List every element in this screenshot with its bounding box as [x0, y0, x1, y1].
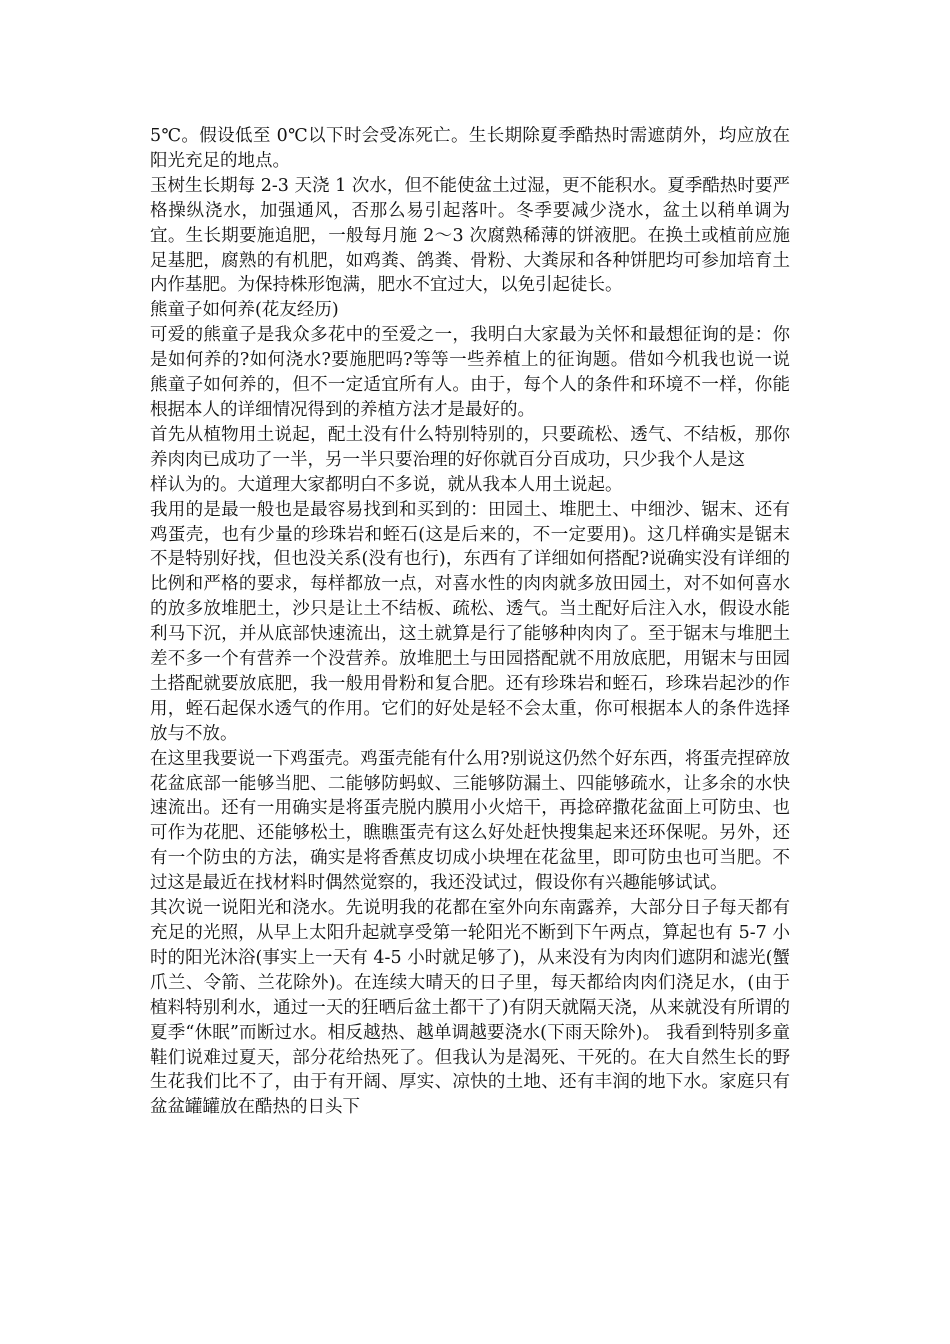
paragraph-soil-mix: 我用的是最一般也是最容易找到和买到的：田园土、堆肥土、中细沙、锯末、还有鸡蛋壳，也有少量的珍珠岩和蛭石(这是后来的，不一定要用)。这几样确实是锯末不是特别好找，但也没关系(没有也行)，东西有了详细如何搭配?说确实没有详细的比例和严格的要求，每样都放一点，对喜水性的肉肉就多放田园土，对不如何喜水的放多放堆肥土，沙只是让土不结板、疏松、透气。当土配好后注入水，假设水能利马下沉，并从底部快速流出，这土就算是行了能够种肉肉了。至于锯末与堆肥土差不多一个有营养一个没营养。放堆肥土与田园搭配就不用放底肥，用锯末与田园土搭配就要放底肥，我一般用骨粉和复合肥。还有珍珠岩和蛭石，珍珠岩起沙的作用，蛭石起保水透气的作用。它们的好处是轻不会太重，你可根据本人的条件选择放与不放。	[150, 499, 790, 744]
paragraph-eggshell: 在这里我要说一下鸡蛋壳。鸡蛋壳能有什么用?别说这仍然个好东西，将蛋壳捏碎放花盆底部一能够当肥、二能够防蚂蚁、三能够防漏土、四能够疏水，让多余的水快速流出。还有一用确实是将蛋壳脱内膜用小火焙干，再捻碎撒花盆面上可防虫、也可作为花肥、还能够松土，瞧瞧蛋壳有这么好处赶快搜集起来还环保呢。另外，还有一个防虫的方法，确实是将香蕉皮切成小块埋在花盆里，即可防虫也可当肥。不过这是最近在找材料时偶然觉察的，我还没试过，假设你有兴趣能够试试。	[150, 748, 790, 894]
paragraph-intro: 可爱的熊童子是我众多花中的至爱之一，我明白大家最为关怀和最想征询的是：你是如何养的?如何浇水?要施肥吗?等等一些养植上的征询题。借如今机我也说一说熊童子如何养的，但不一定适宜所有人。由于，每个人的条件和环境不一样，你能根据本人的详细情况得到的养植方法才是最好的。	[150, 325, 790, 420]
section-heading-bear-paw: 熊童子如何养(花友经历)	[150, 300, 339, 321]
paragraph-temperature: 5℃。假设低至 0℃以下时会受冻死亡。生长期除夏季酷热时需遮荫外，均应放在阳光充足的地点。	[150, 126, 790, 171]
paragraph-sunlight-watering: 其次说一说阳光和浇水。先说明我的花都在室外向东南露养，大部分日子每天都有充足的光照，从早上太阳升起就享受第一轮阳光不断到下午两点，算起也有 5-7 小时的阳光沐浴(事实上一天有 4-5 小时就足够了)，从来没有为肉肉们遮阴和滤光(蟹爪兰、令箭、兰花除外)。在连续大晴天的日子里，每天都给肉肉们浇足水，(由于植料特别利水，通过一天的狂晒后盆土都干了)有阴天就隔天浇，从来就没有所谓的夏季“休眠”而断过水。相反越热、越单调越要浇水(下雨天除外)。 我看到特别多童鞋们说难过夏天，部分花给热死了。但我认为是渴死、干死的。在大自然生长的野生花我们比不了，由于有开阔、厚实、凉快的土地、还有丰润的地下水。家庭只有盆盆罐罐放在酷热的日头下	[150, 898, 790, 1118]
paragraph-soil-continued: 样认为的。大道理大家都明白不多说，就从我本人用土说起。	[150, 474, 623, 495]
document-body	[150, 124, 790, 1120]
paragraph-soil-intro: 首先从植物用土说起，配土没有什么特别特别的，只要疏松、透气、不结板，那你养肉肉已成功了一半，另一半只要治理的好你就百分百成功，只少我个人是这	[150, 424, 790, 470]
paragraph-jade-watering: 玉树生长期每 2-3 天浇 1 次水，但不能使盆土过湿，更不能积水。夏季酷热时要严格操纵浇水，加强通风，否那么易引起落叶。冬季要减少浇水，盆土以稍单调为宜。生长期要施追肥，一般每月施 2～3 次腐熟稀薄的饼液肥。在换土或植前应施足基肥，腐熟的有机肥，如鸡粪、鸽粪、骨粉、大粪尿和各种饼肥均可参加培育土内作基肥。为保持株形饱满，肥水不宜过大，以免引起徒长。	[150, 175, 790, 296]
